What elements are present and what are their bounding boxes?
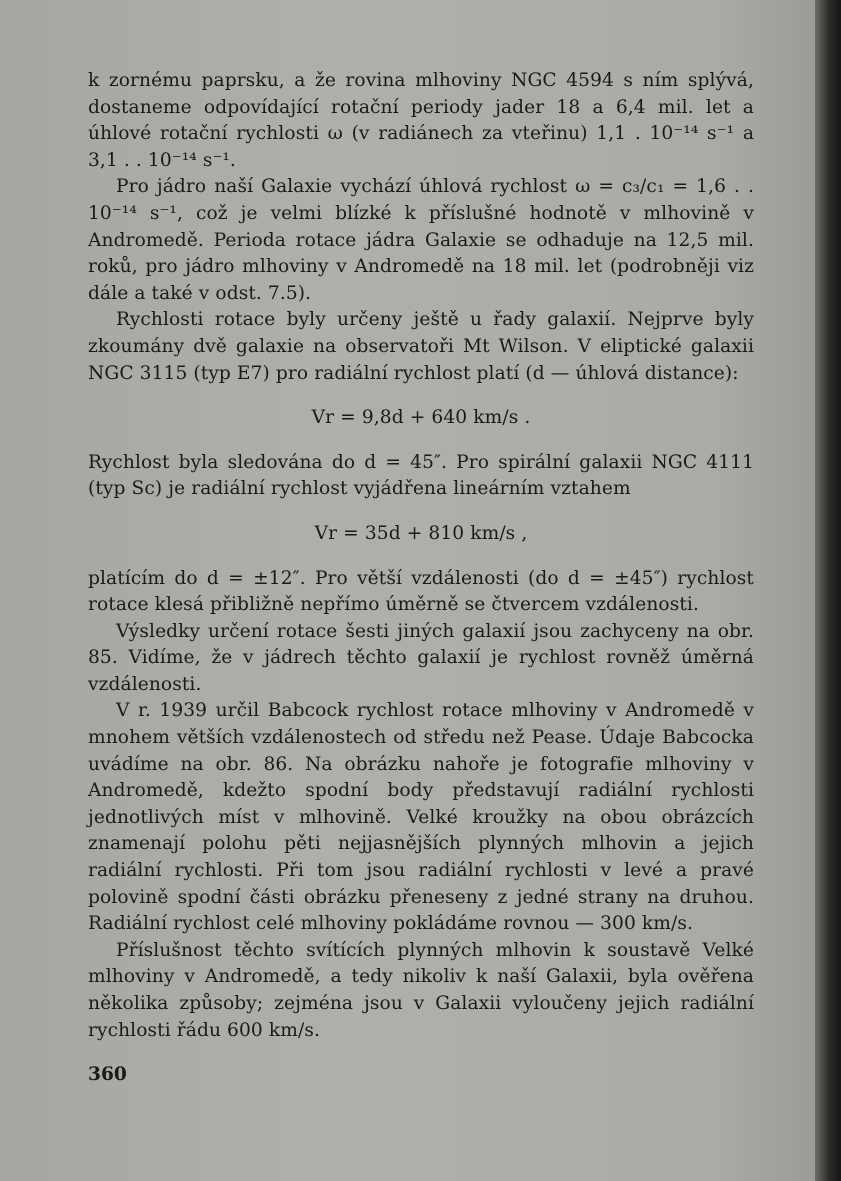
paragraph-7: V r. 1939 určil Babcock rychlost rotace mlhoviny v Andromedě v mnohem větších vzdálenostech od středu než Pease. Údaje Babcocka uvádíme na obr. 86. Na obrázku nahoře je fotografie mlhoviny v Andromedě, kdežto spodní body představují radiální rychlosti jednotlivých míst v mlhovině. Velké kroužky na obou obrázcích znamenají polohu pěti nejjasnějších plynných mlhovin a jejich radiální rychlosti. Při tom jsou radiální rychlosti v levé a pravé polovině spodní části obrázku přeneseny z jedné strany na druhou. Radiální rychlost celé mlhoviny pokládáme rovnou — 300 km/s.: [88, 700, 754, 935]
paragraph-3: Rychlosti rotace byly určeny ještě u řady galaxií. Nejprve byly zkoumány dvě galaxie na observatoři Mt Wilson. V eliptické galaxii NGC 3115 (typ E7) pro radiální rychlost platí (d — úhlová distance):: [88, 309, 754, 384]
paragraph-1: k zornému paprsku, a že rovina mlhoviny NGC 4594 s ním splývá, dostaneme odpovídající rotační periody jader 18 a 6,4 mil. let a úhlové rotační rychlosti ω (v radiánech za vteřinu) 1,1 . 10⁻¹⁴ s⁻¹ a 3,1 . . 10⁻¹⁴ s⁻¹.: [88, 70, 754, 171]
equation-ngc4111: Vr = 35d + 810 km/s ,: [314, 522, 528, 544]
paragraph-8: Příslušnost těchto svítících plynných mlhovin k soustavě Velké mlhoviny v Andromedě, a tedy nikoliv k naší Galaxii, byla ověřena několika způsoby; zejména jsou v Galaxii vyloučeny jejich radiální rychlosti řádu 600 km/s.: [88, 939, 754, 1041]
paragraph-4: Rychlost byla sledována do d = 45″. Pro spirální galaxii NGC 4111 (typ Sc) je radiální rychlost vyjádřena lineárním vztahem: [88, 451, 754, 500]
equation-ngc3115: Vr = 9,8d + 640 km/s .: [311, 407, 531, 429]
paragraph-2: Pro jádro naší Galaxie vychází úhlová rychlost ω = c₃/c₁ = 1,6 . . 10⁻¹⁴ s⁻¹, což je velmi blízké k příslušné hodnotě v mlhovině v Andromedě. Perioda rotace jádra Galaxie se odhaduje na 12,5 mil. roků, pro jádro mlhoviny v Andromedě na 18 mil. let (podrobněji viz dále a také v odst. 7.5).: [88, 176, 754, 304]
book-spine-shadow: [815, 0, 841, 1181]
paragraph-6: Výsledky určení rotace šesti jiných galaxií jsou zachyceny na obr. 85. Vidíme, že v jádrech těchto galaxií je rychlost rovněž úměrná vzdálenosti.: [88, 620, 754, 695]
page-number: 360: [88, 1064, 127, 1085]
paragraph-5: platícím do d = ±12″. Pro větší vzdálenosti (do d = ±45″) rychlost rotace klesá přibližně nepřímo úměrně se čtvercem vzdálenosti.: [88, 567, 754, 616]
body-text: [88, 68, 754, 1044]
